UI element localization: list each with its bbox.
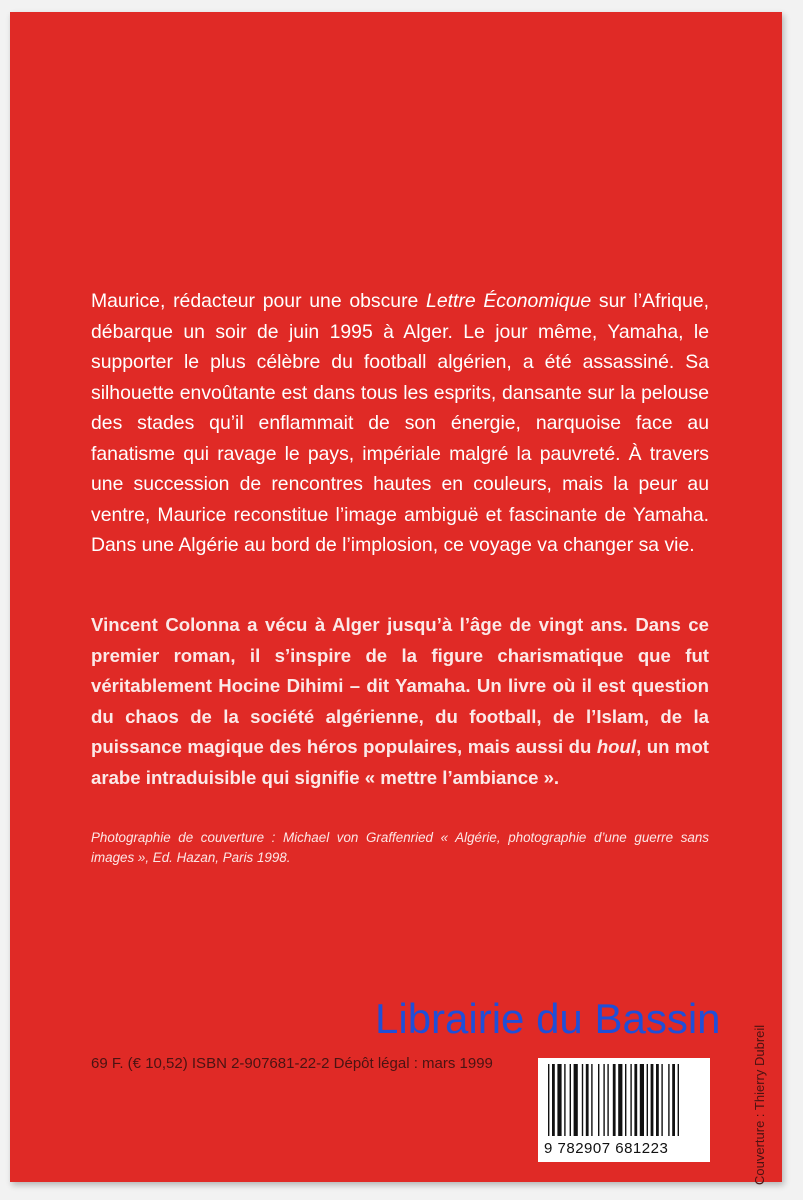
barcode-bar — [625, 1064, 626, 1136]
barcode-bar — [678, 1064, 679, 1136]
synopsis-text-end: sur l’Afrique, débarque un soir de juin 1995 à Alger. Le jour même, Yamaha, le supporter le plus célèbre du football algérien, a été assassiné. Sa silhouette envoûtante est dans tous les esprits, dansante sur la pelouse des stades qu’il enflammait de son énergie, narquoise face au fanatisme qui ravage le pays, impériale malgré la pauvreté. À travers une succession de rencontres hautes en couleurs, mais la peur au ventre, Maurice reconstitue l’image ambiguë et fascinante de Yamaha. Dans une Algérie au bord de l’implosion, ce voyage va changer sa vie. — [91, 290, 709, 556]
barcode-bar — [570, 1064, 571, 1136]
barcode-bar — [586, 1064, 589, 1136]
barcode-bar — [661, 1064, 662, 1136]
cover-designer-credit: Couverture : Thierry Dubreil — [752, 1024, 767, 1185]
barcode-bar — [552, 1064, 555, 1136]
barcode-bar — [656, 1064, 659, 1136]
bio-text-end: , un mot arabe intraduisible qui signifie « mettre l’ambiance ». — [91, 736, 710, 788]
barcode-number: 9 782907 681223 — [544, 1140, 669, 1157]
barcode-bar — [591, 1064, 592, 1136]
synopsis-italic-title: Lettre Économique — [426, 290, 592, 312]
bio-text-start: Vincent Colonna a vécu à Alger jusqu’à l’âge de vingt ans. Dans ce premier roman, il s’inspire de la figure charismatique que fut véritablement Hocine Dihimi – dit Yamaha. Un livre où il est question du chaos de la société algérienne, du football, de l’Islam, de la puissance magique des héros populaires, mais aussi du — [91, 614, 709, 757]
author-bio-paragraph — [91, 610, 709, 793]
synopsis-text-start: Maurice, rédacteur pour une obscure — [91, 290, 427, 312]
barcode-bar — [618, 1064, 622, 1136]
barcode-bar — [672, 1064, 675, 1136]
barcode-bar — [630, 1064, 631, 1136]
barcode-bar — [647, 1064, 648, 1136]
barcode-bar — [548, 1064, 549, 1136]
barcode-bar — [640, 1064, 644, 1136]
barcode-bar — [598, 1064, 599, 1136]
bio-italic-word: houl — [596, 736, 637, 757]
barcode-bar — [607, 1064, 608, 1136]
barcode-bar — [574, 1064, 578, 1136]
barcode-bar — [557, 1064, 561, 1136]
barcode-bar — [582, 1064, 583, 1136]
photo-credit: Photographie de couverture : Michael von Graffenried « Algérie, photographie d’une guerre sans images », Ed. Hazan, Paris 1998. — [91, 830, 709, 865]
barcode-bar — [651, 1064, 654, 1136]
synopsis-paragraph — [91, 286, 709, 561]
price-isbn-line: 69 F. (€ 10,52) ISBN 2-907681-22-2 Dépôt légal : mars 1999 — [91, 1055, 493, 1072]
watermark-text: Librairie du Bassin — [375, 995, 721, 1042]
barcode-bar — [634, 1064, 637, 1136]
barcode-bars — [546, 1064, 702, 1136]
barcode-bar — [613, 1064, 616, 1136]
barcode-bar — [668, 1064, 669, 1136]
barcode — [538, 1058, 710, 1162]
barcode-bar — [603, 1064, 604, 1136]
barcode-bar — [564, 1064, 565, 1136]
